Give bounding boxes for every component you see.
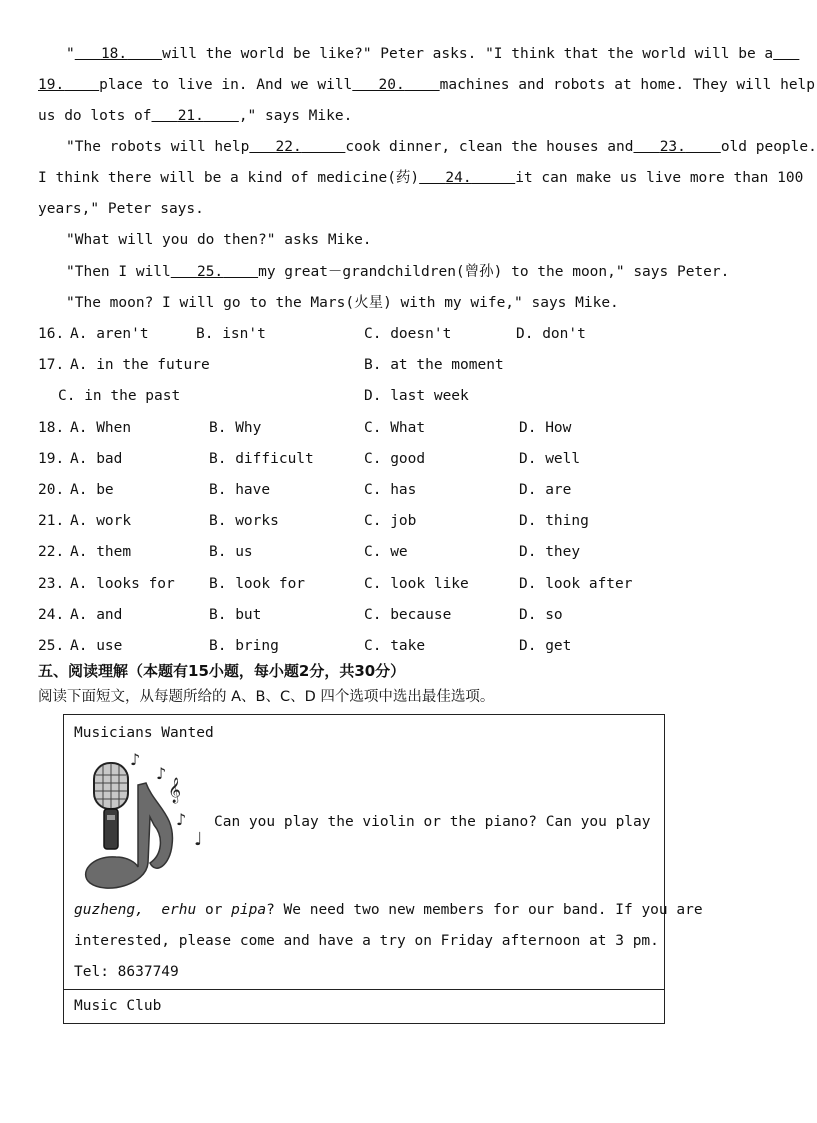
- option-c: C. take: [364, 638, 426, 654]
- passage-line-3: us do lots of 21. ," says Mike.: [38, 108, 353, 124]
- question-24: 24. A. and B. but C. because D. so: [38, 607, 563, 623]
- blank-24: 24.: [445, 170, 472, 186]
- passage-line-5: I think there will be a kind of medicine(药) 24. it can make us live more than 100: [38, 170, 804, 186]
- option-c: C. we: [364, 544, 408, 560]
- passage-line-6: years," Peter says.: [38, 201, 204, 217]
- option-d: D. are: [519, 482, 572, 498]
- passage-line-1: " 18. will the world be like?" Peter asks. "I think that the world will be a: [66, 44, 799, 64]
- question-22: 22. A. them B. us C. we D. they: [38, 544, 581, 560]
- option-b: B. us: [209, 544, 253, 560]
- svg-text:♪: ♪: [130, 750, 141, 769]
- option-d: D. don't: [516, 326, 586, 342]
- option-a: A. and: [70, 607, 123, 623]
- option-a: A. work: [70, 513, 132, 529]
- option-d: D. they: [519, 544, 581, 560]
- option-c: C. doesn't: [364, 326, 452, 342]
- option-d: D. well: [519, 451, 581, 467]
- svg-text:♩: ♩: [194, 829, 203, 850]
- blank-22: 22.: [275, 139, 302, 155]
- question-16: 16. A. aren't B. isn't C. doesn't D. don't: [38, 326, 586, 342]
- ad-heading: Musicians Wanted: [74, 725, 214, 741]
- question-17-row-2: [38, 386, 758, 406]
- ad-line-1: Can you play the violin or the piano? Can you play: [214, 814, 651, 830]
- option-c: C. because: [364, 607, 452, 623]
- question-18: 18. A. When B. Why C. What D. How: [38, 420, 572, 436]
- ad-line-3: interested, please come and have a try on Friday afternoon at 3 pm.: [74, 933, 659, 949]
- svg-text:𝄞: 𝄞: [168, 778, 182, 803]
- microphone-music-notes-icon: [76, 745, 214, 895]
- option-b: B. Why: [209, 420, 262, 436]
- passage-line-9: "The moon? I will go to the Mars(火星) with my wife," says Mike.: [66, 295, 619, 311]
- blank-23: 23.: [659, 139, 686, 155]
- blank-25: 25.: [196, 264, 224, 280]
- passage-line-8: "Then I will 25. my great－grandchildren(曾孙) to the moon," says Peter.: [66, 264, 730, 280]
- option-a: A. looks for: [70, 576, 175, 592]
- option-b: B. but: [209, 607, 262, 623]
- section-instruction: 阅读下面短文，从每题所给的 A、B、C、D 四个选项中选出最佳选项。: [38, 689, 495, 705]
- option-c: C. in the past: [58, 388, 181, 404]
- option-d: D. How: [519, 420, 572, 436]
- passage-line-7: "What will you do then?" asks Mike.: [66, 232, 372, 248]
- option-a: A. them: [70, 544, 132, 560]
- ad-tel: Tel: 8637749: [74, 964, 179, 980]
- option-d: D. look after: [519, 576, 633, 592]
- blank-19-start: [773, 46, 799, 62]
- option-a: A. When: [70, 420, 132, 436]
- option-c: C. What: [364, 420, 426, 436]
- musicians-wanted-ad: [63, 714, 703, 1024]
- option-c: C. job: [364, 513, 417, 529]
- option-a: A. be: [70, 482, 114, 498]
- question-21: 21. A. work B. works C. job D. thing: [38, 513, 589, 529]
- option-d: D. so: [519, 607, 563, 623]
- option-a: A. use: [70, 638, 123, 654]
- question-17: 17. A. in the future B. at the moment: [38, 357, 504, 373]
- blank-20: 20.: [378, 77, 405, 93]
- option-b: B. isn't: [196, 326, 266, 342]
- ad-footer: Music Club: [74, 998, 162, 1014]
- section-title: 五、阅读理解（本题有15小题，每小题2分，共30分）: [38, 662, 406, 680]
- svg-text:♪: ♪: [156, 764, 167, 783]
- blank-21: 21.: [177, 108, 204, 124]
- option-a: A. in the future: [70, 357, 210, 373]
- option-b: B. bring: [209, 638, 279, 654]
- option-b: B. look for: [209, 576, 306, 592]
- option-b: B. at the moment: [364, 357, 504, 373]
- passage-line-2: 19. place to live in. And we will 20. machines and robots at home. They will help: [38, 77, 816, 93]
- option-b: B. difficult: [209, 451, 314, 467]
- question-20: 20. A. be B. have C. has D. are: [38, 482, 572, 498]
- option-c: C. has: [364, 482, 417, 498]
- option-b: B. works: [209, 513, 279, 529]
- option-a: A. bad: [70, 451, 123, 467]
- blank-19: 19.: [38, 77, 65, 93]
- option-b: B. have: [209, 482, 271, 498]
- option-a: A. aren't: [70, 326, 149, 342]
- question-23: 23. A. looks for B. look for C. look like D. look after: [38, 576, 633, 592]
- option-c: C. good: [364, 451, 426, 467]
- question-19: 19. A. bad B. difficult C. good D. well: [38, 451, 581, 467]
- svg-text:♪: ♪: [176, 810, 187, 829]
- blank-18: 18.: [100, 46, 128, 62]
- option-d: D. get: [519, 638, 572, 654]
- passage-line-4: "The robots will help 22. cook dinner, clean the houses and 23. old people.: [66, 139, 817, 155]
- option-d: D. last week: [364, 388, 469, 404]
- ad-divider: [64, 989, 664, 990]
- option-c: C. look like: [364, 576, 469, 592]
- option-d: D. thing: [519, 513, 589, 529]
- question-25: 25. A. use B. bring C. take D. get: [38, 638, 572, 654]
- ad-line-2: guzheng, erhu or pipa? We need two new members for our band. If you are: [74, 902, 703, 918]
